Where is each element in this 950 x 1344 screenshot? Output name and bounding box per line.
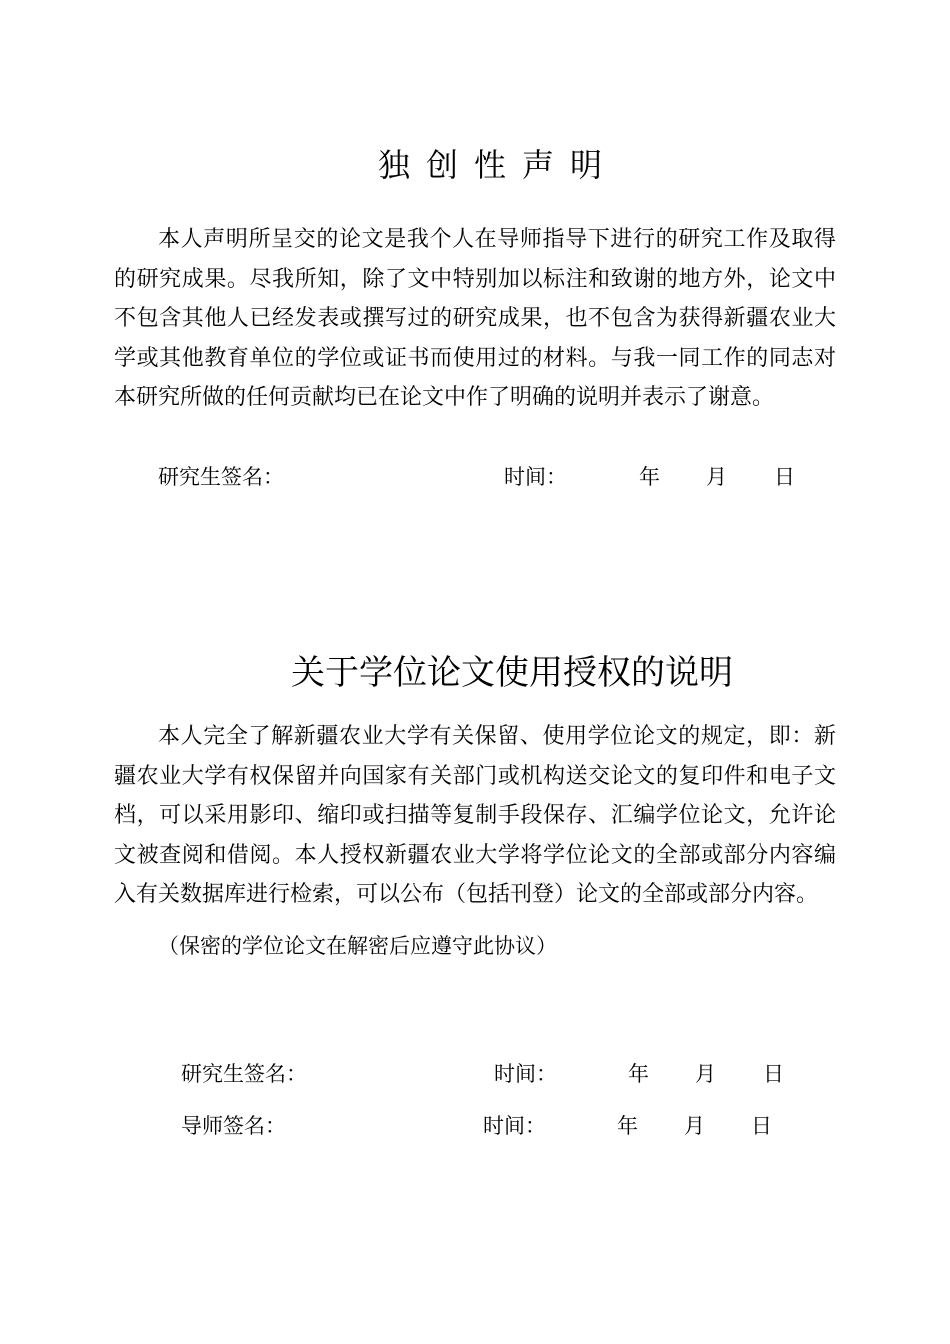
authorization-body: 本人完全了解新疆农业大学有关保留、使用学位论文的规定，即：新疆农业大学有权保留并向国家有关部门或机构送交论文的复印件和电子文档，可以采用影印、缩印或扫描等复制手段保存、汇编学位论文，允许论文被查阅和借阅。本人授权新疆农业大学将学位论文的全部或部分内容编入有关数据库进行检索，可以公布（包括刊登）论文的全部或部分内容。 bbox=[114, 724, 836, 907]
authorization-advisor-signature-row bbox=[0, 1111, 950, 1141]
authorization-student-signature-row bbox=[0, 1059, 950, 1089]
advisor-signature-label: 导师签名： bbox=[181, 1114, 286, 1138]
student-signature-label: 研究生签名： bbox=[158, 465, 284, 489]
day-label: 日 bbox=[774, 465, 795, 489]
time-label: 时间： bbox=[494, 1062, 557, 1086]
authorization-title: 关于学位论文使用授权的说明 bbox=[291, 653, 733, 693]
year-label: 年 bbox=[639, 465, 660, 489]
confidentiality-note: （保密的学位论文在解密后应遵守此协议） bbox=[158, 934, 557, 958]
time-label: 时间： bbox=[483, 1114, 546, 1138]
day-label: 日 bbox=[751, 1114, 772, 1138]
declaration-signature-row bbox=[0, 462, 950, 492]
declaration-title: 独创性声明 bbox=[377, 146, 618, 184]
day-label: 日 bbox=[763, 1062, 784, 1086]
year-label: 年 bbox=[628, 1062, 649, 1086]
year-label: 年 bbox=[617, 1114, 638, 1138]
month-label: 月 bbox=[695, 1062, 716, 1086]
month-label: 月 bbox=[706, 465, 727, 489]
declaration-body: 本人声明所呈交的论文是我个人在导师指导下进行的研究工作及取得的研究成果。尽我所知，除了文中特别加以标注和致谢的地方外，论文中不包含其他人已经发表或撰写过的研究成果，也不包含为获得新疆农业大学或其他教育单位的学位或证书而使用过的材料。与我一同工作的同志对本研究所做的任何贡献均已在论文中作了明确的说明并表示了谢意。 bbox=[114, 227, 836, 410]
month-label: 月 bbox=[684, 1114, 705, 1138]
student-signature-label: 研究生签名： bbox=[181, 1062, 307, 1086]
time-label: 时间： bbox=[504, 465, 567, 489]
